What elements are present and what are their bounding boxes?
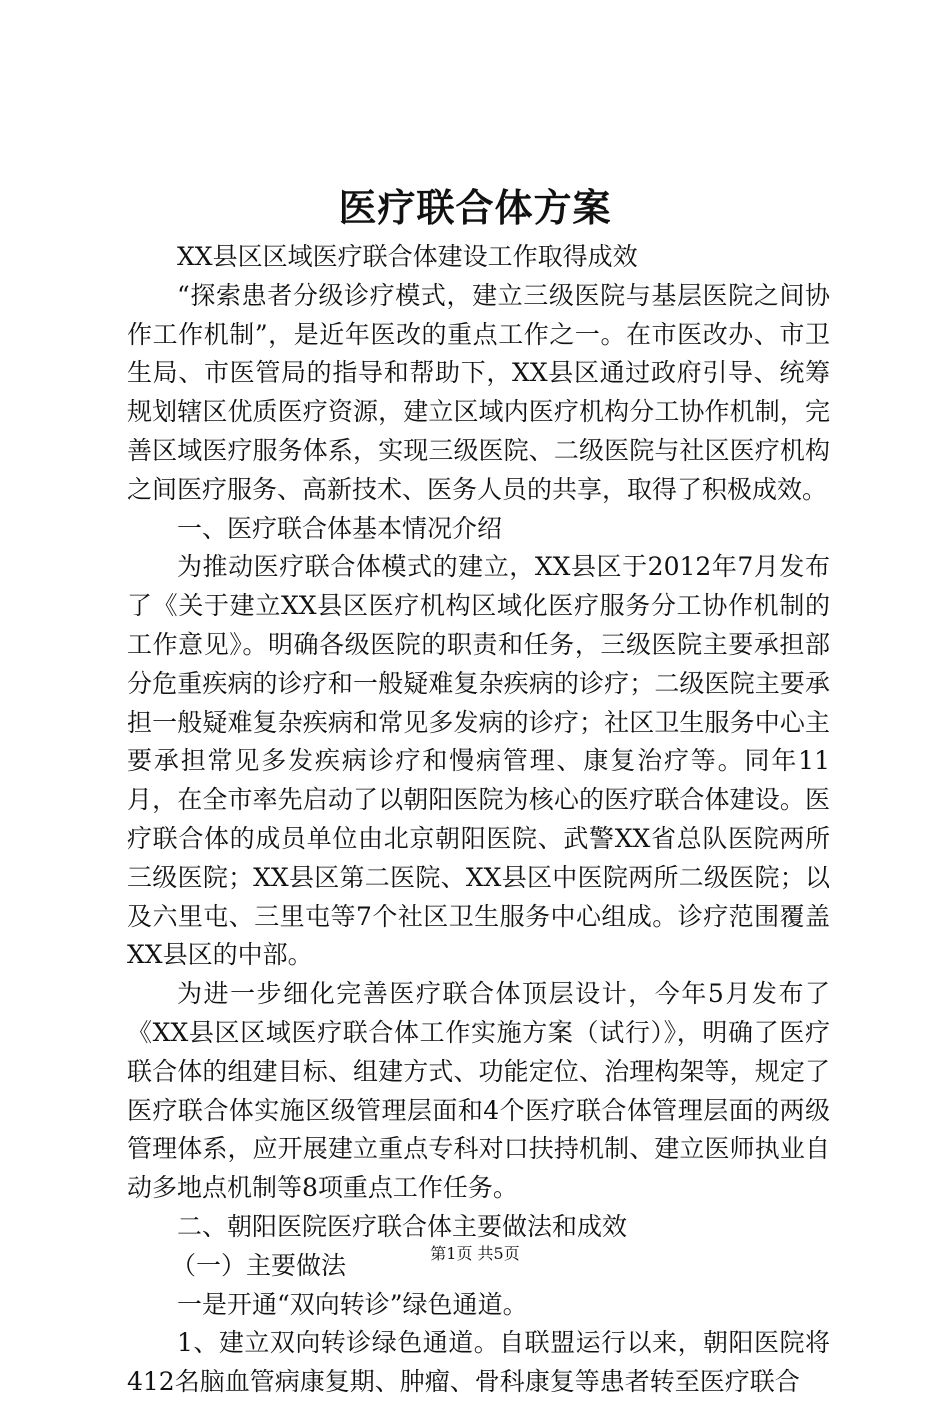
section-heading-2: 二、朝阳医院医疗联合体主要做法和成效 <box>177 1211 628 1241</box>
paragraph-implementation-plan: 为进一步细化完善医疗联合体顶层设计，今年5月发布了《XX县区区域医疗联合体工作实施方案（试行）》，明确了医疗联合体的组建目标、组建方式、功能定位、治理构架等，规定了医疗联合体实施区级管理层面和4个医疗联合体管理层面的两级管理体系，应开展建立重点专科对口扶持机制、建立医师执业自动多地点机制等8项重点工作任务。 <box>127 979 830 1203</box>
paragraph-item-1: 1、建立双向转诊绿色通道。自联盟运行以来，朝阳医院将412名脑血管病康复期、肿瘤、骨科康复等患者转至医疗联合 <box>127 1328 830 1397</box>
document-body <box>127 238 830 1402</box>
paragraph-subtitle: XX县区区域医疗联合体建设工作取得成效 <box>177 242 638 271</box>
paragraph-intro: “探索患者分级诊疗模式，建立三级医院与基层医院之间协作工作机制”，是近年医改的重点工作之一。在市医改办、市卫生局、市医管局的指导和帮助下，XX县区通过政府引导、统筹规划辖区优质医疗资源，建立区域内医疗机构分工协作机制，完善区域医疗服务体系，实现三级医院、二级医院与社区医疗机构之间医疗服务、高新技术、医务人员的共享，取得了积极成效。 <box>127 280 830 504</box>
paragraph-point-1: 一是开通“双向转诊”绿色通道。 <box>177 1289 528 1319</box>
paragraph-basic-info: 为推动医疗联合体模式的建立，XX县区于2012年7月发布了《关于建立XX县区医疗机构区域化医疗服务分工协作机制的工作意见》。明确各级医院的职责和任务，三级医院主要承担部分危重疾病的诊疗和一般疑难复杂疾病的诊疗；二级医院主要承担一般疑难复杂疾病和常见多发病的诊疗；社区卫生服务中心主要承担常见多发疾病诊疗和慢病管理、康复治疗等。同年11月，在全市率先启动了以朝阳医院为核心的医疗联合体建设。医疗联合体的成员单位由北京朝阳医院、武警XX省总队医院两所三级医院；XX县区第二医院、XX县区中医院两所二级医院；以及六里屯、三里屯等7个社区卫生服务中心组成。诊疗范围覆盖XX县区的中部。 <box>127 552 830 970</box>
section-heading-1: 一、医疗联合体基本情况介绍 <box>177 513 503 543</box>
document-title: 医疗联合体方案 <box>338 185 612 230</box>
subsection-heading-1: （一）主要做法 <box>171 1250 347 1280</box>
page-footer: 第1页 共5页 <box>430 1244 520 1263</box>
